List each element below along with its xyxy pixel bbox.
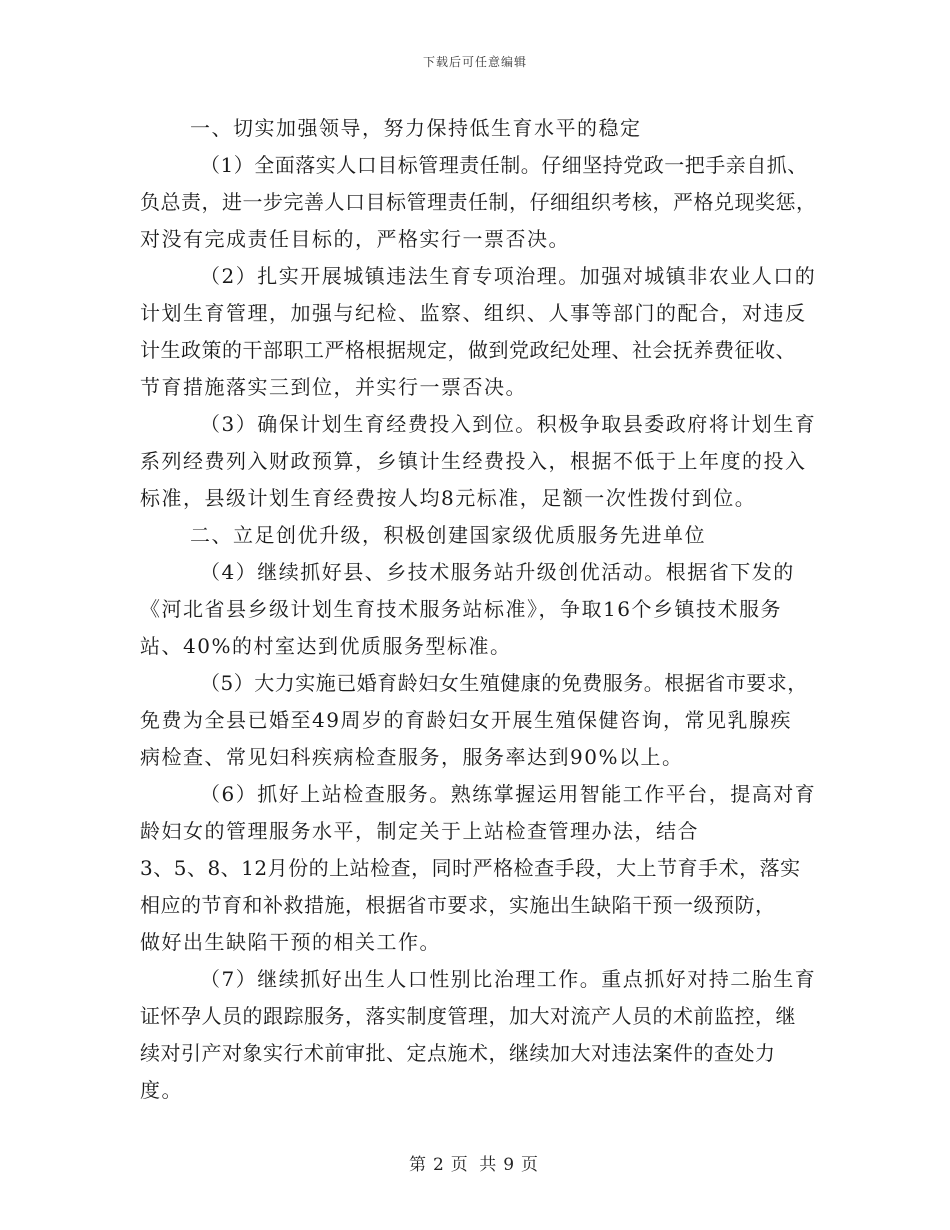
footer-prefix: 第 bbox=[408, 1155, 429, 1175]
paragraph-7-line-4: 度。 bbox=[140, 1078, 183, 1102]
paragraph-1-line-3: 对没有完成责任目标的，严格实行一票否决。 bbox=[140, 227, 570, 251]
paragraph-5-line-1: （5）大力实施已婚育龄妇女生殖健康的免费服务。根据省市要求， bbox=[200, 671, 808, 695]
current-page-number: 2 bbox=[432, 1155, 447, 1175]
section-heading-1: 一、切实加强领导，努力保持低生育水平的稳定 bbox=[190, 116, 642, 140]
paragraph-2-line-3: 计生政策的干部职工严格根据规定，做到党政纪处理、社会抚养费征收、 bbox=[140, 338, 796, 362]
footer-suffix: 页 bbox=[521, 1155, 542, 1175]
paragraph-5-line-2: 免费为全县已婚至49周岁的育龄妇女开展生殖保健咨询，常见乳腺疾 bbox=[140, 708, 792, 732]
paragraph-2-line-2: 计划生育管理，加强与纪检、监察、组织、人事等部门的配合，对违反 bbox=[140, 301, 807, 325]
page-footer bbox=[0, 1150, 950, 1175]
paragraph-5-line-3: 病检查、常见妇科疾病检查服务，服务率达到90%以上。 bbox=[140, 745, 684, 769]
paragraph-2-line-1: （2）扎实开展城镇违法生育专项治理。加强对城镇非农业人口的 bbox=[200, 264, 817, 288]
paragraph-7-line-1: （7）继续抓好出生人口性别比治理工作。重点抓好对持二胎生育 bbox=[200, 967, 817, 991]
paragraph-6-line-3: 3、5、8、12月份的上站检查，同时严格检查手段，大上节育手术，落实 bbox=[140, 856, 801, 880]
paragraph-6-line-4: 相应的节育和补救措施，根据省市要求，实施出生缺陷干预一级预防， bbox=[140, 893, 776, 917]
paragraph-4-line-1: （4）继续抓好县、乡技术服务站升级创优活动。根据省下发的 bbox=[200, 560, 795, 584]
document-body bbox=[140, 110, 815, 1109]
paragraph-4-line-2: 《河北省县乡级计划生育技术服务站标准》，争取16个乡镇技术服务 bbox=[140, 597, 782, 621]
paragraph-6-line-5: 做好出生缺陷干预的相关工作。 bbox=[140, 930, 441, 954]
paragraph-4-line-3: 站、40%的村室达到优质服务型标准。 bbox=[140, 634, 512, 658]
paragraph-6-line-1: （6）抓好上站检查服务。熟练掌握运用智能工作平台，提高对育 bbox=[200, 782, 817, 806]
paragraph-3-line-2: 系列经费列入财政预算，乡镇计生经费投入，根据不低于上年度的投入 bbox=[140, 449, 807, 473]
paragraph-7-line-3: 续对引产对象实行术前审批、定点施术，继续加大对违法案件的查处力 bbox=[140, 1041, 776, 1065]
paragraph-3-line-3: 标准，县级计划生育经费按人均8元标准，足额一次性拨付到位。 bbox=[140, 486, 757, 510]
paragraph-2-line-4: 节育措施落实三到位，并实行一票否决。 bbox=[140, 375, 527, 399]
paragraph-1-line-2: 负总责，进一步完善人口目标管理责任制，仔细组织考核，严格兑现奖惩， bbox=[140, 190, 817, 214]
paragraph-7-line-2: 证怀孕人员的跟踪服务，落实制度管理，加大对流产人员的术前监控，继 bbox=[140, 1004, 796, 1028]
paragraph-1-line-1: （1）全面落实人口目标管理责任制。仔细坚持党政一把手亲自抓、 bbox=[200, 153, 808, 177]
paragraph-3-line-1: （3）确保计划生育经费投入到位。积极争取县委政府将计划生育 bbox=[200, 412, 817, 436]
total-page-count: 9 bbox=[503, 1155, 518, 1175]
section-heading-2: 二、立足创优升级，积极创建国家级优质服务先进单位 bbox=[190, 523, 706, 547]
footer-middle: 页 共 bbox=[450, 1155, 500, 1175]
page-header-note: 下载后可任意编辑 bbox=[422, 55, 527, 69]
paragraph-6-line-2: 龄妇女的管理服务水平，制定关于上站检查管理办法，结合 bbox=[140, 819, 699, 843]
